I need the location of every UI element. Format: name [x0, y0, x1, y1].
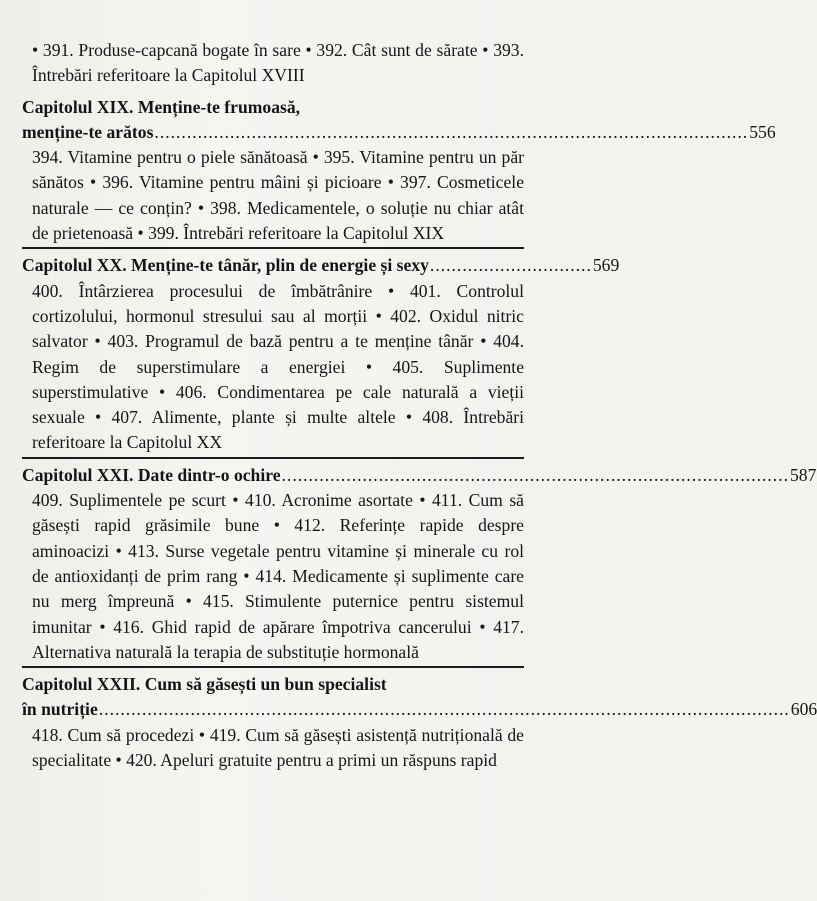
- leader-dots: ..............................: [429, 255, 592, 276]
- chapter-20-items: 400. Întârzierea procesului de îmbătrânire • 401. Controlul cortizolului, hormonul stresului sau al morții • 402. Oxidul nitric salvator • 403. Programul de bază pentru a te menține tânăr • 404. Regim de superstimulare a energiei • 405. Suplimente superstimulative • 406. Condimentarea pe cale naturală a vieții sexuale • 407. Alimente, plante și multe altele • 408. Întrebări referitoare la Capitolul XX: [32, 280, 524, 453]
- chapter-22: [22, 672, 817, 773]
- chapter-22-title-line: [22, 697, 817, 722]
- chapter-21-items: 409. Suplimentele pe scurt • 410. Acronime asortate • 411. Cum să găsești rapid grăsimile bune • 412. Referințe rapide despre aminoacizi • 413. Surse vegetale pentru vitamine și minerale cu rol de antioxidanți de prim rang • 414. Medicamente și suplimente care nu merg împreună • 415. Stimulente puternice pentru sistemul imunitar • 416. Ghid rapid de apărare împotriva cancerului • 417. Alternativa naturală la terapia de substituție hormonală: [32, 490, 524, 662]
- intro-items: • 391. Produse-capcană bogate în sare • 392. Cât sunt de sărate • 393. Întrebări referitoare la Capitolul XVIII: [32, 40, 524, 86]
- chapter-21: [22, 463, 817, 665]
- divider: [22, 666, 524, 668]
- chapter-20-title-line: [22, 253, 620, 278]
- chapter-21-title: Capitolul XXI. Date dintr-o ochire: [22, 464, 281, 485]
- chapter-22-title-line2: în nutriție: [22, 699, 98, 720]
- chapter-22-title-line1: Capitolul XXII. Cum să găsești un bun specialist: [22, 674, 387, 695]
- chapter-20: [22, 253, 620, 455]
- leader-dots: ..............................................................................................................: [154, 121, 749, 142]
- chapter-20-page: 569: [592, 255, 620, 276]
- chapter-22-items: 418. Cum să procedezi • 419. Cum să găsești asistență nutrițională de specialitate • 420. Apeluri gratuite pentru a primi un răspuns rapid: [32, 724, 524, 771]
- leader-dots: ................................................................................................................................: [98, 699, 790, 720]
- divider: [22, 457, 524, 459]
- chapter-19-title-line2: menține-te arătos: [22, 121, 154, 142]
- chapter-21-page: 587: [789, 464, 817, 485]
- leader-dots: ..............................................................................................: [281, 464, 789, 485]
- chapter-19-items: 394. Vitamine pentru o piele sănătoasă • 395. Vitamine pentru un păr sănătos • 396. Vitamine pentru mâini și picioare • 397. Cosmeticele naturale — ce conțin? • 398. Medicamentele, o soluție nu chiar atât de prietenoasă • 399. Întrebări referitoare la Capitolul XIX: [32, 147, 524, 244]
- chapter-19-title-line1: Capitolul XIX. Menține-te frumoasă,: [22, 96, 301, 117]
- chapter-19-page: 556: [749, 121, 776, 142]
- chapter-20-title: Capitolul XX. Menține-te tânăr, plin de energie și sexy: [22, 255, 429, 276]
- chapter-22-page: 606: [790, 699, 817, 720]
- table-of-contents: [22, 38, 817, 773]
- chapter-21-title-line: [22, 463, 817, 488]
- chapter-19: [22, 95, 776, 247]
- divider: [22, 247, 524, 249]
- chapter-19-title-line: [22, 120, 776, 145]
